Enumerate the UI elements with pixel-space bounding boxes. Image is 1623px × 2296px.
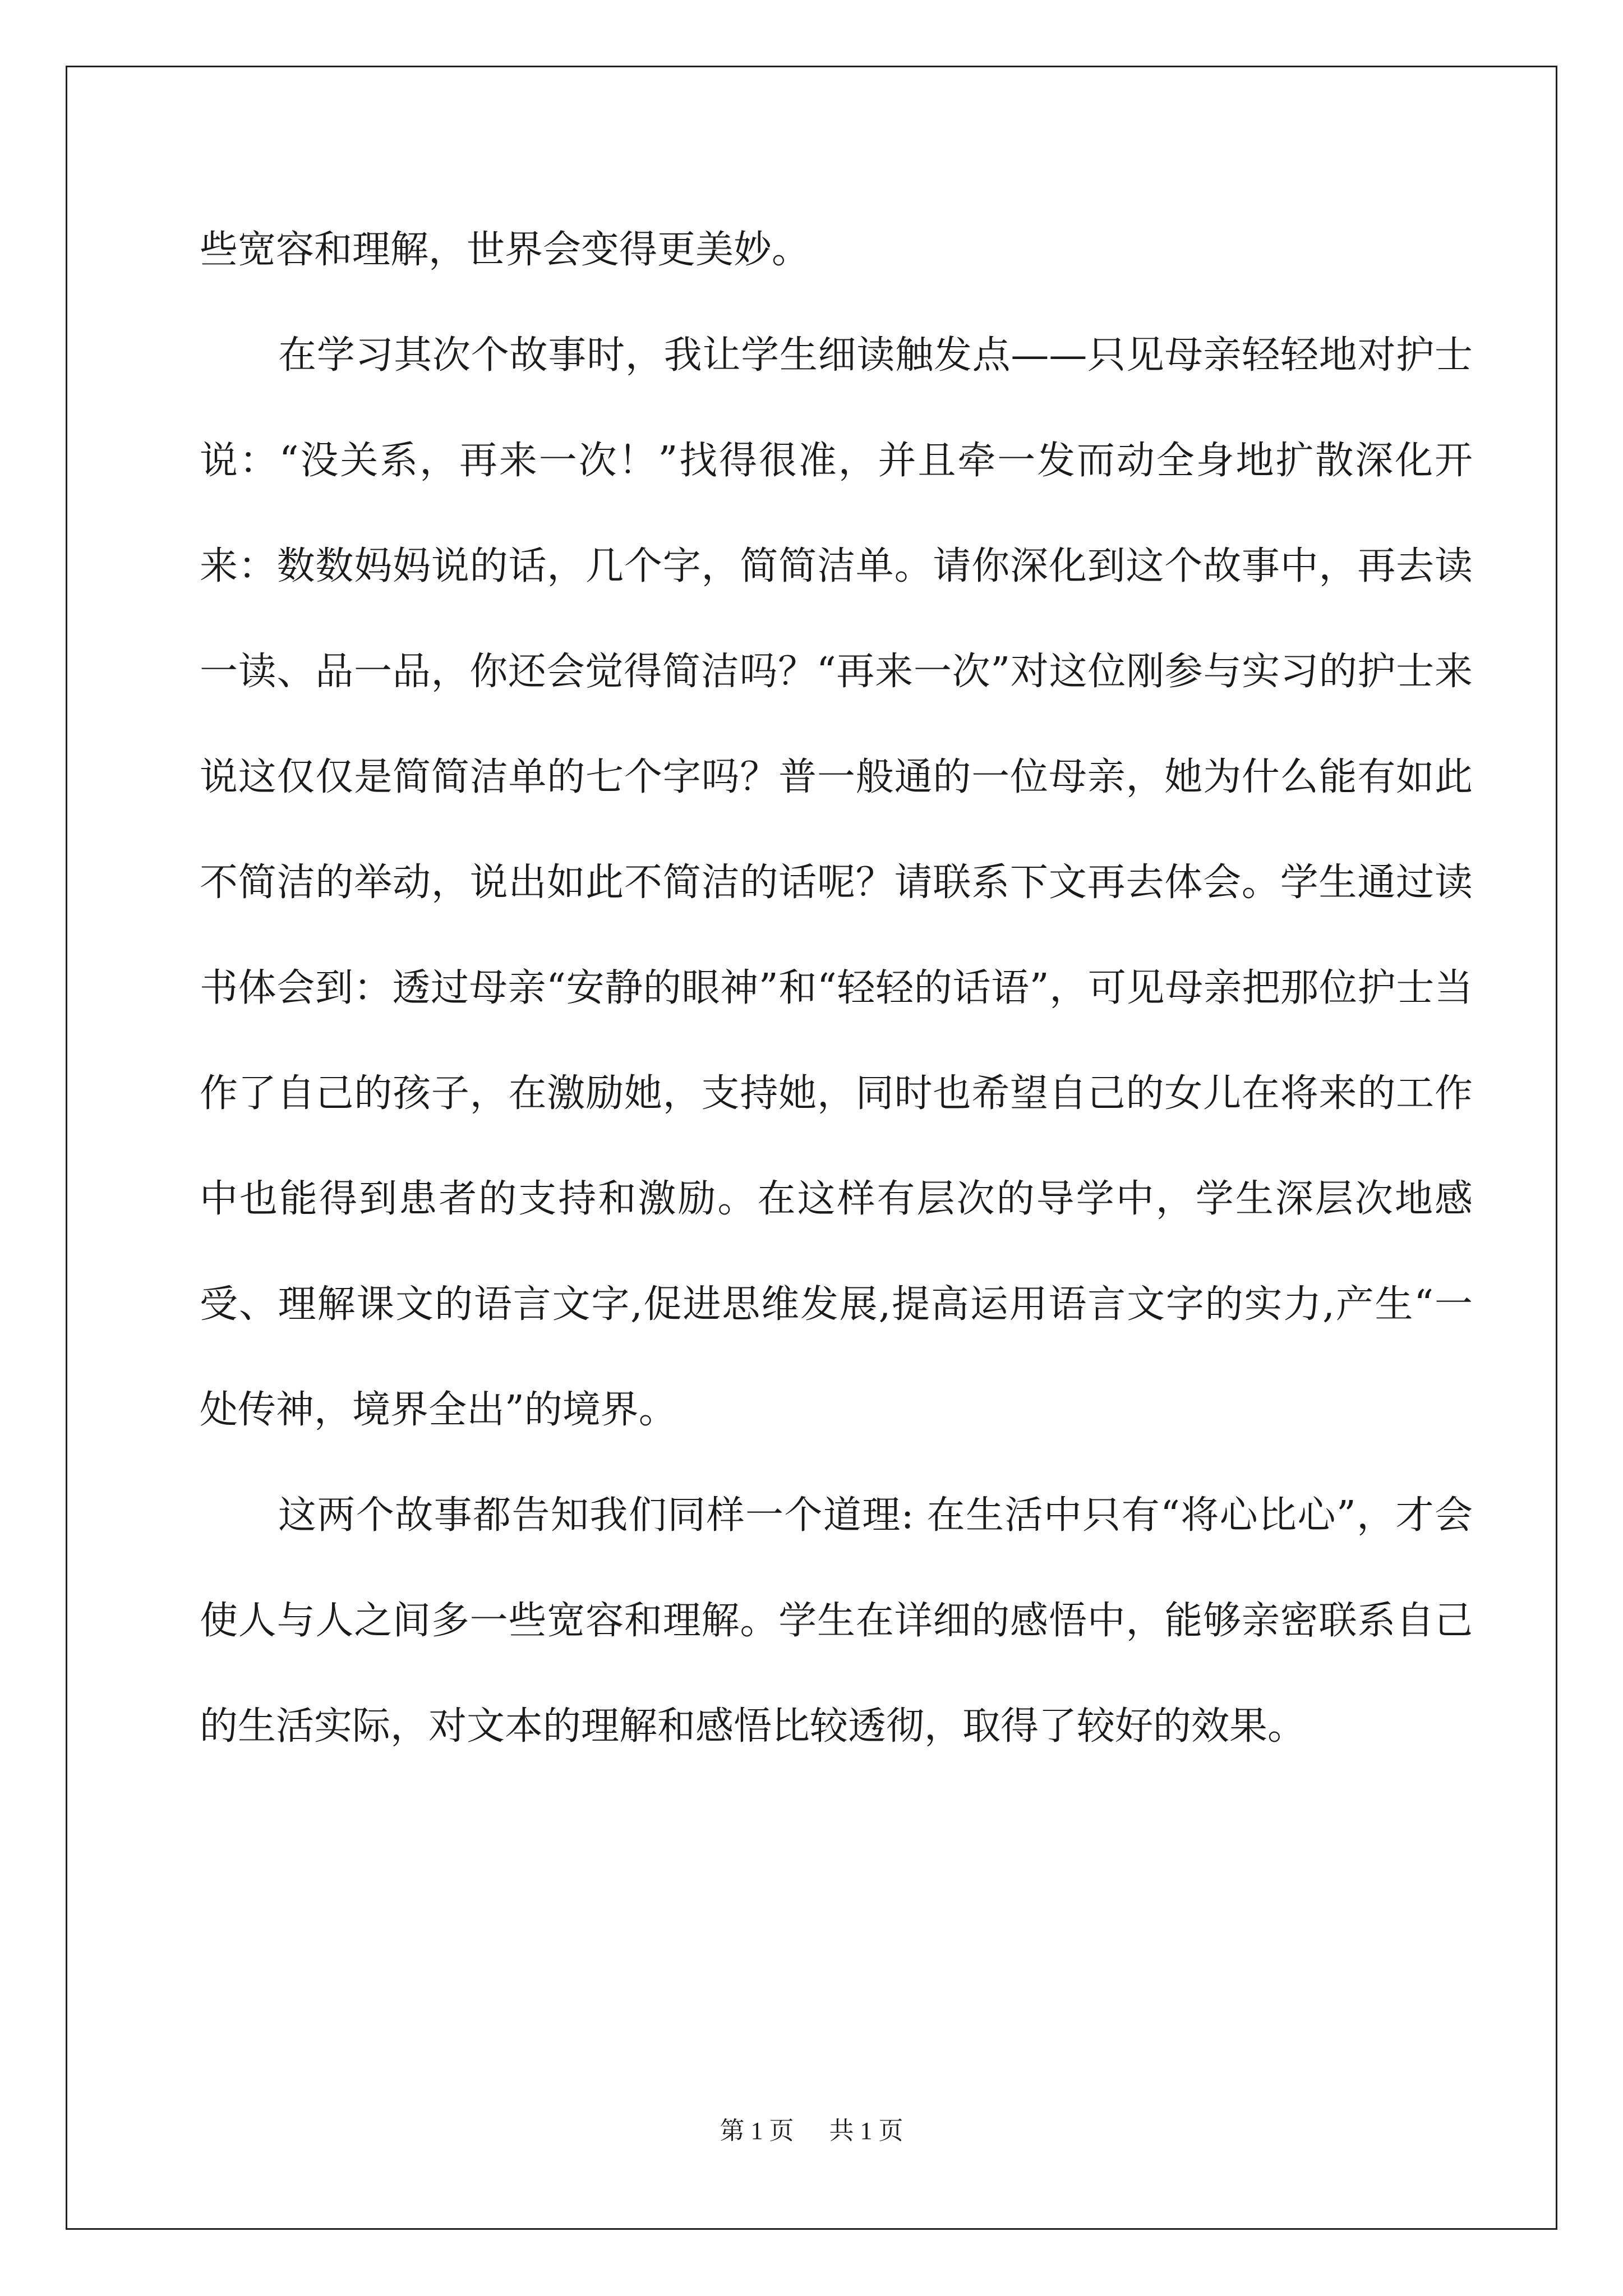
page-footer: [0, 2110, 1623, 2146]
paragraph: 这两个故事都告知我们同样一个道理: 在生活中只有“将心比心”，才会使人与人之间多一些宽容和理解。学生在详细的感悟中，能够亲密联系自己的生活实际，对文本的理解和感悟比较透彻，取得了较好的效果。: [200, 1493, 1473, 1749]
document-body: [200, 197, 1473, 1779]
paragraph: 在学习其次个故事时，我让学生细读触发点——只见母亲轻轻地对护士说：“没关系，再来一次！”找得很准，并且牵一发而动全身地扩散深化开来：数数妈妈说的话，几个字，简简洁单。请你深化到这个故事中，再去读一读、品一品，你还会觉得简洁吗？“再来一次”对这位刚参与实习的护士来说这仅仅是简简洁单的七个字吗？普一般通的一位母亲，她为什么能有如此不简洁的举动，说出如此不简洁的话呢？请联系下文再去体会。学生通过读书体会到：透过母亲“安静的眼神”和“轻轻的话语”，可见母亲把那位护士当作了自己的孩子，在激励她，支持她，同时也希望自己的女儿在将来的工作中也能得到患者的支持和激励。在这样有层次的导学中，学生深层次地感受、理解课文的语言文字,促进思维发展,提高运用语言文字的实力,产生“一处传神，境界全出”的境界。: [200, 333, 1473, 1432]
page-number: 第 1 页: [720, 2117, 794, 2145]
paragraph: 些宽容和理解，世界会变得更美妙。: [200, 228, 810, 272]
page-total: 共 1 页: [829, 2117, 903, 2145]
